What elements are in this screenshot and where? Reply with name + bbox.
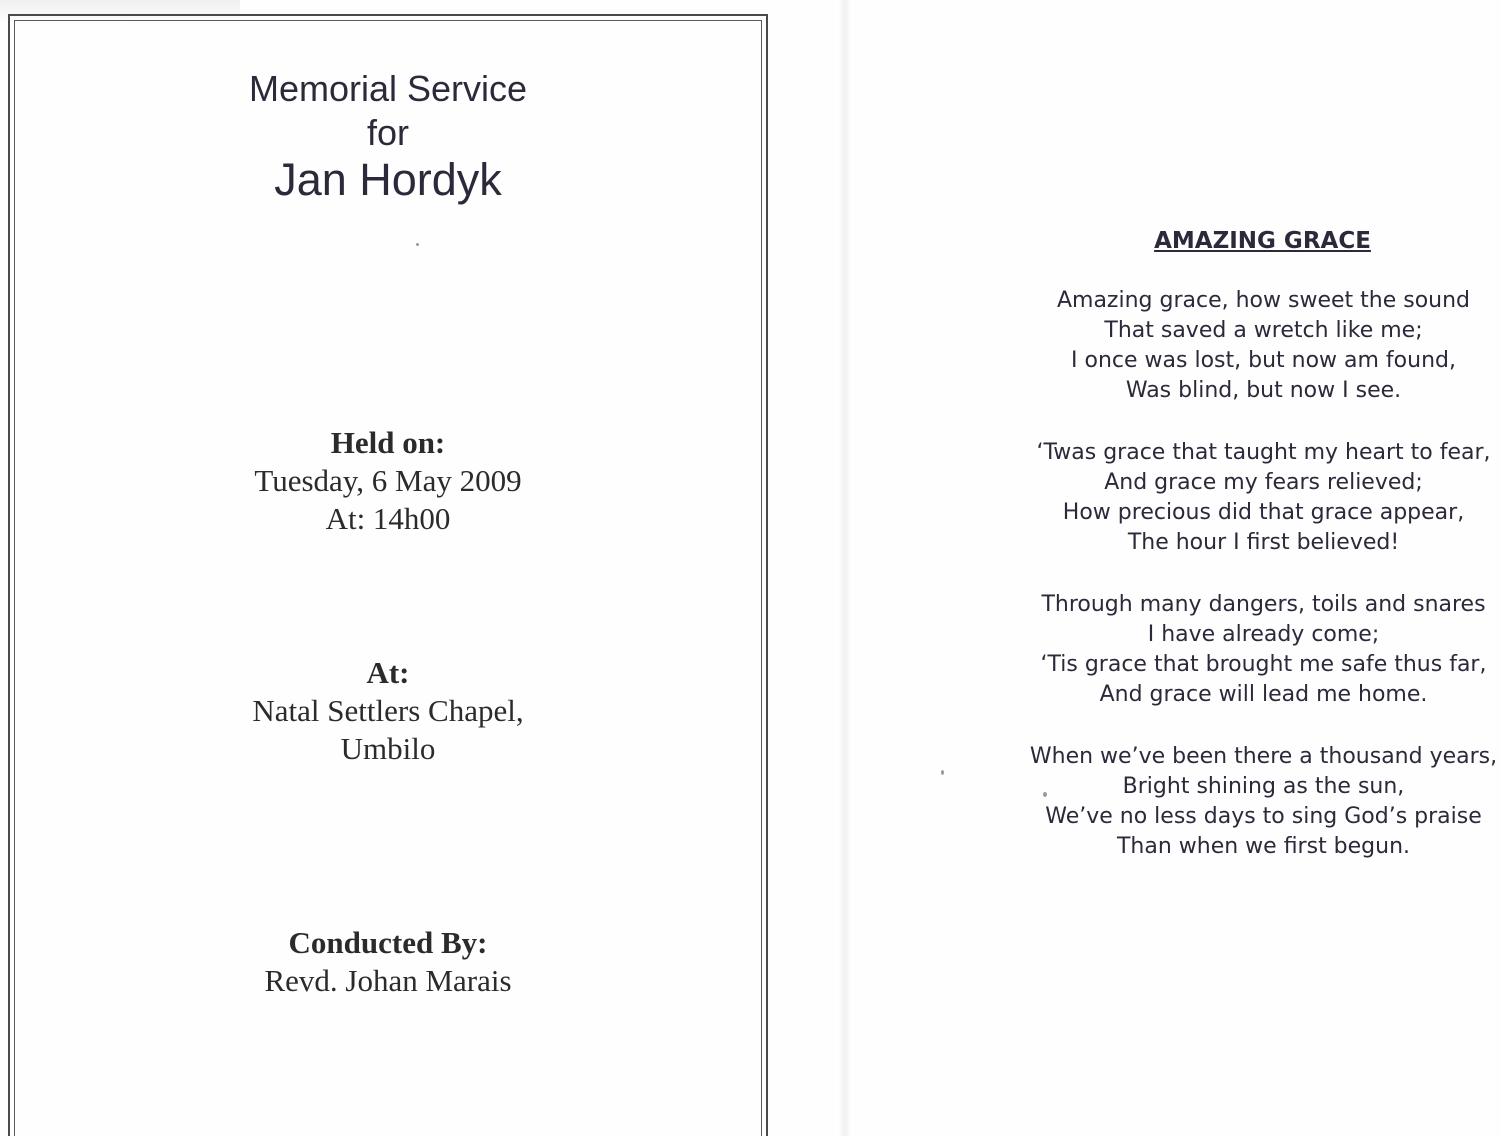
venue-line-2: Umbilo [340, 731, 436, 766]
verse-line: And grace will lead me home. [1099, 682, 1428, 707]
scan-speck [416, 243, 419, 246]
officiant-name: Revd. Johan Marais [264, 963, 512, 998]
hymn-verse [1026, 286, 1501, 406]
verse-line: ‘Tis grace that brought me safe thus far, [1040, 652, 1487, 677]
hymn-panel [1026, 226, 1501, 862]
verse-line: The hour I first believed! [1127, 530, 1400, 555]
verse-line: I once was lost, but now am found, [1071, 348, 1456, 373]
page-fold [838, 0, 852, 1136]
cover-title-for: for [366, 112, 409, 153]
verse-line: Through many dangers, toils and snares [1041, 592, 1486, 617]
verse-line: I have already come; [1147, 622, 1380, 647]
held-on-section [14, 424, 762, 538]
service-time: At: 14h00 [325, 501, 451, 536]
scan-speck [941, 770, 944, 775]
officiant-heading: Conducted By: [288, 925, 488, 960]
verse-line: Bright shining as the sun, [1122, 774, 1405, 799]
officiant-section [14, 924, 762, 1000]
verse-line: When we’ve been there a thousand years, [1029, 744, 1498, 769]
verse-line: Amazing grace, how sweet the sound [1056, 288, 1471, 313]
hymn-verse [1026, 590, 1501, 710]
cover-panel [14, 20, 762, 1136]
verse-line: Than when we first begun. [1116, 834, 1411, 859]
deceased-name: Jan Hordyk [274, 154, 502, 205]
hymn-verse [1026, 742, 1501, 862]
verse-line: That saved a wretch like me; [1104, 318, 1423, 343]
verse-line: How precious did that grace appear, [1062, 500, 1465, 525]
verse-line: And grace my fears relieved; [1104, 470, 1423, 495]
verse-line: We’ve no less days to sing God’s praise [1045, 804, 1482, 829]
venue-line-1: Natal Settlers Chapel, [252, 693, 524, 728]
cover-title: Memorial Service [248, 68, 528, 109]
verse-line: ‘Twas grace that taught my heart to fear, [1036, 440, 1491, 465]
venue-section [14, 654, 762, 768]
held-on-heading: Held on: [330, 425, 446, 460]
hymn-title: AMAZING GRACE [1154, 228, 1371, 254]
scan-speck [1043, 792, 1047, 797]
venue-heading: At: [366, 655, 410, 690]
verse-line: Was blind, but now I see. [1125, 378, 1402, 403]
service-date: Tuesday, 6 May 2009 [254, 463, 522, 498]
hymn-verse [1026, 438, 1501, 558]
